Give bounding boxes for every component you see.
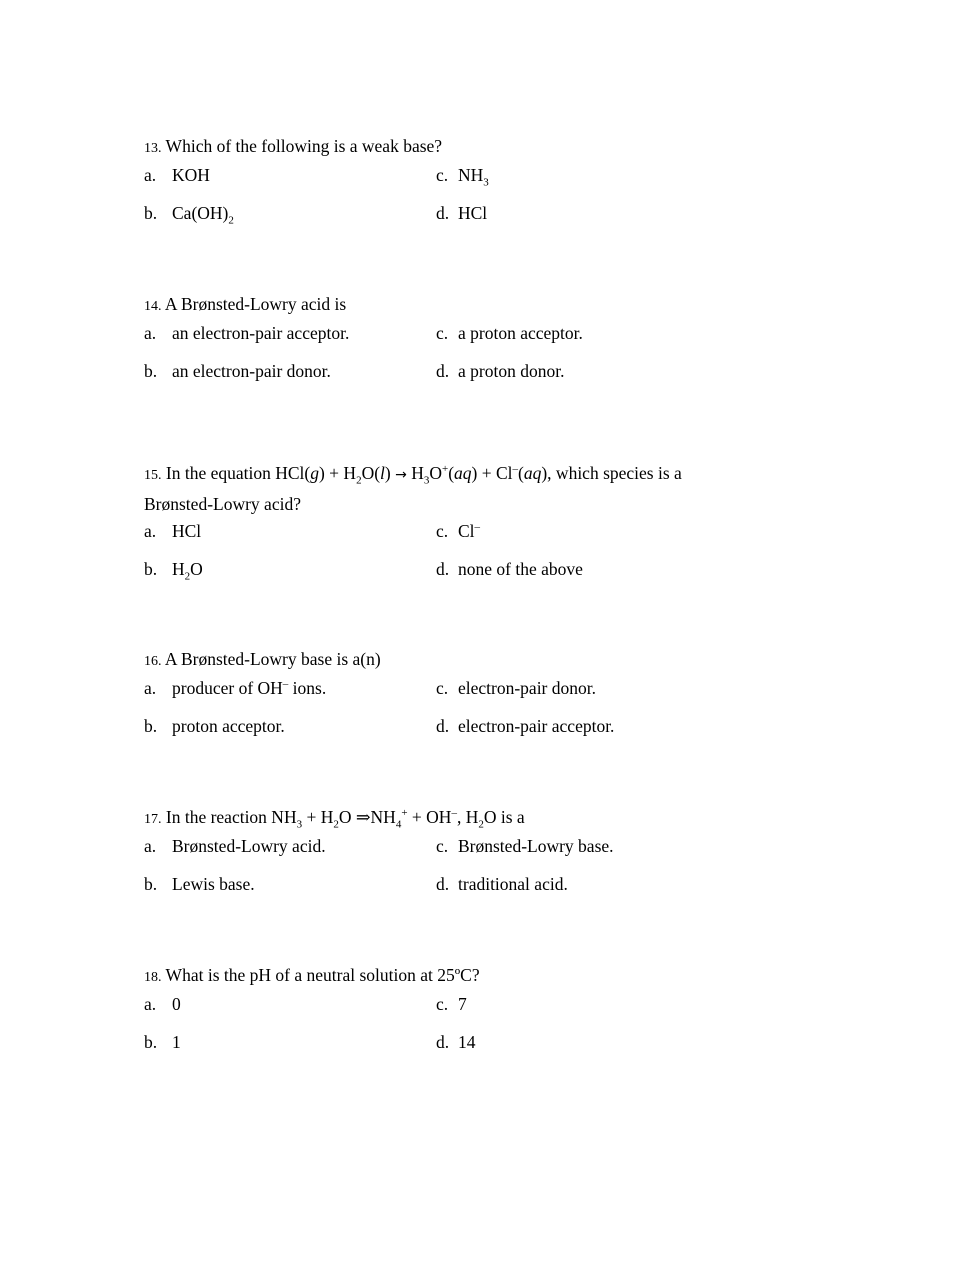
- option-b[interactable]: b. Lewis base.: [144, 874, 255, 894]
- question-number: 17.: [144, 812, 162, 827]
- question-15: [144, 459, 784, 581]
- options-row-2: [144, 557, 784, 581]
- question-stem: [144, 290, 784, 321]
- option-d[interactable]: d. electron-pair acceptor.: [436, 716, 615, 736]
- question-13: [144, 132, 784, 225]
- reaction-arrow-icon: →: [395, 467, 407, 483]
- question-number: 16.: [144, 654, 162, 669]
- question-stem: [144, 645, 784, 676]
- options-row-2: [144, 201, 784, 225]
- question-text: A Brønsted-Lowry base is a(n): [161, 649, 381, 669]
- question-text: Which of the following is a weak base?: [161, 136, 443, 156]
- options-row-1: [144, 676, 784, 700]
- option-b[interactable]: b. proton acceptor.: [144, 716, 285, 736]
- options-row-1: [144, 519, 784, 543]
- option-c[interactable]: c. Brønsted-Lowry base.: [436, 836, 614, 856]
- option-b[interactable]: b. an electron-pair donor.: [144, 361, 331, 381]
- option-a[interactable]: a. an electron-pair acceptor.: [144, 323, 350, 343]
- option-d[interactable]: d. a proton donor.: [436, 361, 565, 381]
- option-a[interactable]: a. Brønsted-Lowry acid.: [144, 836, 326, 856]
- double-arrow-icon: ⇒: [355, 807, 371, 827]
- question-17: [144, 803, 784, 896]
- question-16: [144, 645, 784, 738]
- question-14: [144, 290, 784, 383]
- options-row-2: [144, 714, 784, 738]
- option-a[interactable]: a. producer of OH– ions.: [144, 678, 327, 698]
- option-b[interactable]: b. $Ca(OH)_2$: [144, 203, 234, 227]
- option-b[interactable]: b. $H_2O$: [144, 559, 203, 583]
- options-row-2: [144, 1030, 784, 1054]
- question-18: [144, 961, 784, 1054]
- option-d[interactable]: d. none of the above: [436, 559, 583, 579]
- options-row-1: [144, 992, 784, 1016]
- question-number: 14.: [144, 299, 162, 314]
- option-a[interactable]: a. HCl: [144, 521, 202, 541]
- options-row-1: [144, 321, 784, 345]
- option-b[interactable]: b. 1: [144, 1032, 181, 1052]
- option-d[interactable]: d. HCl: [436, 203, 488, 223]
- question-text: A Brønsted-Lowry acid is: [161, 294, 347, 314]
- option-c[interactable]: c. 7: [436, 994, 467, 1014]
- question-text: What is the pH of a neutral solution at 25ºC?: [161, 965, 480, 985]
- options-row-2: [144, 359, 784, 383]
- question-number: 15.: [144, 468, 162, 483]
- option-c[interactable]: c. Cl–: [436, 521, 481, 541]
- option-c[interactable]: c. a proton acceptor.: [436, 323, 583, 343]
- option-a[interactable]: a. 0: [144, 994, 181, 1014]
- question-number: 13.: [144, 141, 162, 156]
- option-a[interactable]: a. KOH: [144, 165, 210, 185]
- option-c[interactable]: c. $NH_3$: [436, 165, 489, 189]
- question-stem: 17. In the reaction $NH_3 + H_2O$ $\Rightarrow NH_4^+ + OH^-$, $H_2O$ is a: [144, 807, 525, 831]
- question-stem: 15. In the equation $HCl(g) + H_2O(l) \to H_3O^+(aq) + Cl^-(aq)$, which species is a Brønsted-Lowry acid?: [144, 463, 682, 514]
- option-d[interactable]: d. 14: [436, 1032, 476, 1052]
- options-row-1: [144, 834, 784, 858]
- question-stem: [144, 961, 784, 992]
- question-stem: [144, 132, 784, 163]
- option-c[interactable]: c. electron-pair donor.: [436, 678, 597, 698]
- options-row-2: [144, 872, 784, 896]
- question-number: 18.: [144, 970, 162, 985]
- option-d[interactable]: d. traditional acid.: [436, 874, 568, 894]
- options-row-1: [144, 163, 784, 187]
